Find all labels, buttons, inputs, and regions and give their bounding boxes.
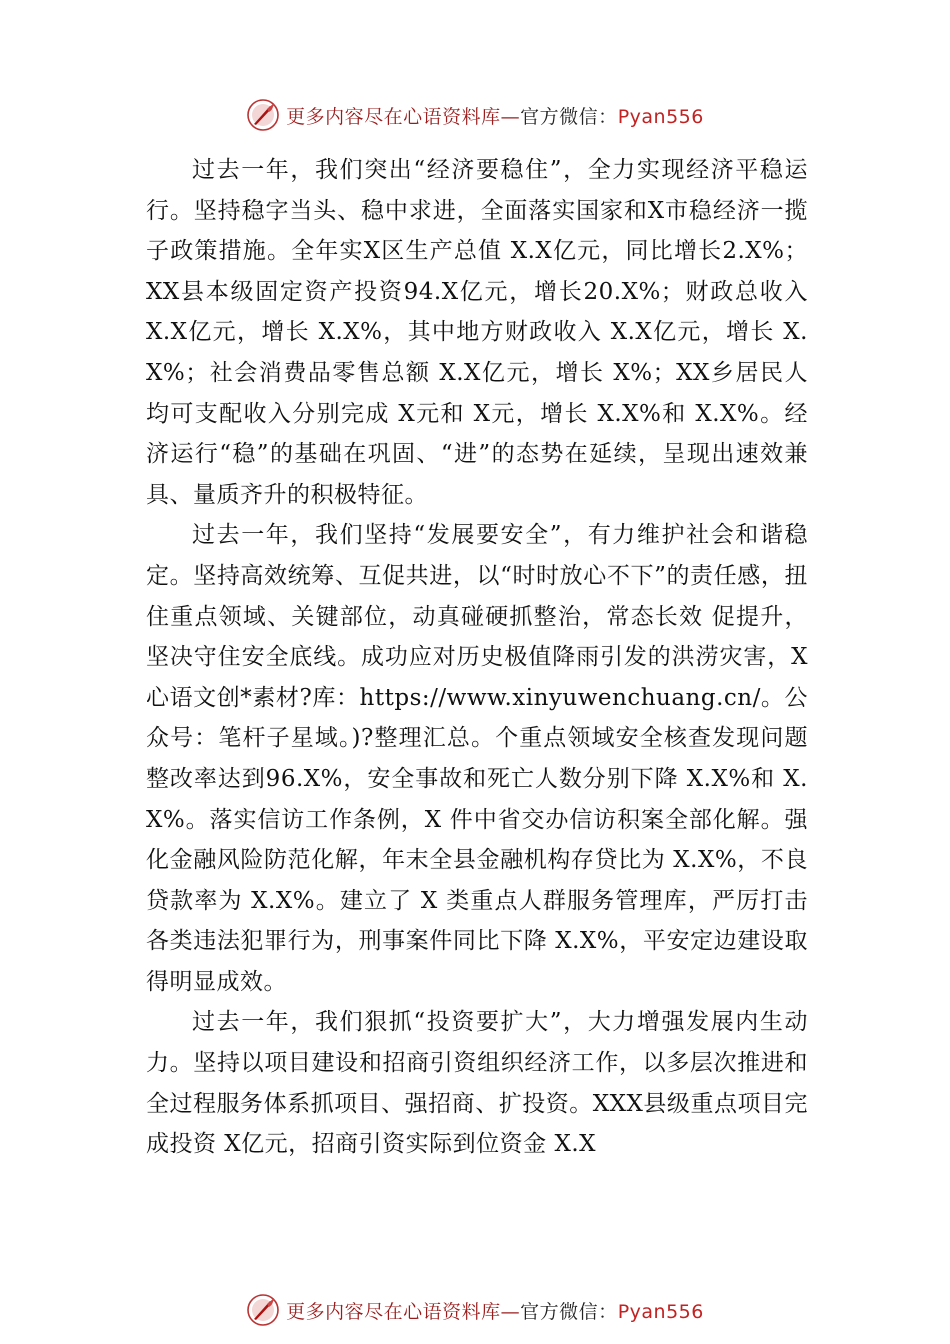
footer-banner-account: Pyan556 xyxy=(617,1300,704,1323)
paragraph-economy: 过去一年，我们突出“经济要稳住”，全力实现经济平稳运行。坚持稳字当头、稳中求进，全面落实国家和X市稳经济一揽子政策措施。全年实X区生产总值 X.X亿元，同比增长2.X%；XX县本级固定资产投资94.X亿元，增长20.X%；财政总收入 X.X亿元，增长 X.X%，其中地方财政收入 X.X亿元，增长 X.X%；社会消费品零售总额 X.X亿元，增长 X%；XX乡居民人均可支配收入分别完成 X元和 X元，增长 X.X%和 X.X%。经济运行“稳”的基础在巩固、“进”的态势在延续，呈现出速效兼具、量质齐升的积极特征。 xyxy=(146,157,808,508)
quill-logo-icon xyxy=(246,98,280,132)
header-banner-text xyxy=(286,102,704,129)
footer-banner-main: 更多内容尽在心语资料库 xyxy=(286,1300,501,1323)
header-banner-account: Pyan556 xyxy=(617,105,704,128)
footer-banner-text xyxy=(286,1297,704,1324)
document-body xyxy=(146,150,808,1165)
header-banner-wechat: 官方微信： xyxy=(520,105,618,128)
footer-banner-dash: — xyxy=(500,1300,521,1323)
footer-banner xyxy=(0,1290,950,1330)
header-banner xyxy=(0,95,950,135)
footer-banner-wechat: 官方微信： xyxy=(520,1300,618,1323)
paragraph-investment: 过去一年，我们狠抓“投资要扩大”，大力增强发展内生动力。坚持以项目建设和招商引资组织经济工作，以多层次推进和全过程服务体系抓项目、强招商、扩投资。XXX县级重点项目完成投资 X亿元，招商引资实际到位资金 X.X xyxy=(146,1009,808,1158)
paragraph-safety: 过去一年，我们坚持“发展要安全”，有力维护社会和谐稳定。坚持高效统筹、互促共进，以“时时放心不下”的责任感，扭住重点领域、关键部位，动真碰硬抓整治，常态长效 促提升，坚决守住安全底线。成功应对历史极值降雨引发的洪涝灾害，X 心语文创*素材?库：https://www.xinyuwenchuang.cn/。公众号：笔杆子星域。)?整理汇总。个重点领域安全核查发现问题整改率达到96.X%，安全事故和死亡人数分别下降 X.X%和 X.X%。落实信访工作条例，X 件中省交办信访积案全部化解。强化金融风险防范化解，年末全县金融机构存贷比为 X.X%，不良贷款率为 X.X%。建立了 X 类重点人群服务管理库，严厉打击各类违法犯罪行为，刑事案件同比下降 X.X%，平安定边建设取得明显成效。 xyxy=(146,522,808,995)
header-banner-dash: — xyxy=(500,105,521,128)
quill-logo-icon xyxy=(246,1293,280,1327)
header-banner-main: 更多内容尽在心语资料库 xyxy=(286,105,501,128)
